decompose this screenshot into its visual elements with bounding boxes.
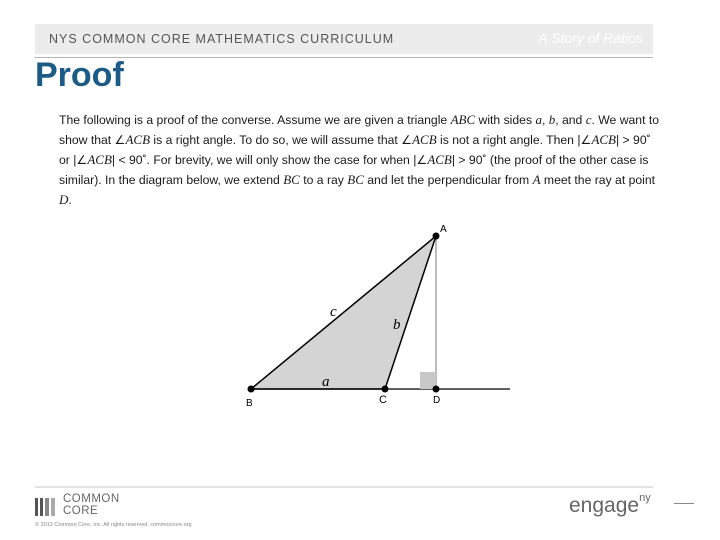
text-run: , (541, 113, 549, 127)
logo-line-1: COMMON (63, 493, 120, 505)
footer-divider (35, 486, 653, 488)
brand-superscript: ny (639, 492, 651, 504)
text-run: , and (555, 113, 586, 127)
point-c-dot (382, 386, 389, 393)
side-label-c: c (330, 304, 337, 320)
point-a-dot (433, 233, 440, 240)
side-label-b: b (393, 317, 401, 333)
math-a: a (535, 112, 542, 127)
text-run: is not a right angle. Then |∠ (436, 133, 592, 147)
right-angle-marker (420, 372, 436, 389)
math-point-d: D (59, 192, 69, 207)
math-acb: ACB (125, 132, 151, 147)
label-d: D (433, 395, 441, 406)
math-b: b (548, 112, 556, 127)
math-acb: ACB (591, 132, 616, 147)
curriculum-label: NYS COMMON CORE MATHEMATICS CURRICULUM (49, 32, 395, 46)
module-label: A Story of Ratios (538, 30, 643, 46)
engageny-logo (569, 494, 651, 518)
math-c: c (585, 112, 592, 127)
brand-text: engage (569, 494, 640, 517)
label-c: C (379, 394, 387, 406)
math-bc: BC (347, 172, 364, 187)
text-run: | > 90˚ or |∠ (59, 133, 651, 167)
side-label-a: a (322, 374, 330, 390)
text-run: | < 90˚. For brevity, we will only show the case for when |∠ (111, 153, 428, 167)
copyright-text: © 2012 Common Core, Inc. All rights reserved. commoncore.org (35, 522, 192, 528)
math-acb: ACB (427, 152, 452, 167)
math-abc: ABC (450, 112, 476, 127)
math-acb: ACB (87, 152, 112, 167)
point-d-dot (433, 386, 440, 393)
logo-line-2: CORE (63, 504, 99, 517)
math-bc: BC (283, 172, 300, 187)
common-core-bars-icon (35, 496, 59, 518)
text-run: . (68, 193, 72, 207)
text-run: meet the ray at point (540, 173, 656, 187)
triangle-abc (251, 236, 436, 389)
text-run: | > 90˚ (the proof of the other case is similar). In the diagram below, we extend (59, 153, 649, 187)
label-a: A (440, 224, 447, 235)
label-b: B (246, 398, 253, 409)
text-run: with sides (475, 113, 536, 127)
common-core-wordmark (63, 494, 120, 517)
text-run: and let the perpendicular from (363, 173, 533, 187)
point-b-dot (248, 386, 255, 393)
text-run: The following is a proof of the converse. Assume we are given a triangle (59, 113, 451, 127)
math-point-a: A (532, 172, 541, 187)
text-run: is a right angle. To do so, we will assume that ∠ (150, 133, 413, 147)
text-run: to a ray (299, 173, 348, 187)
math-acb: ACB (412, 132, 437, 147)
common-core-logo (35, 494, 175, 520)
page-title: Proof (35, 56, 124, 94)
footer-dash (674, 503, 694, 504)
text-run: . We want to show that ∠ (59, 113, 660, 147)
